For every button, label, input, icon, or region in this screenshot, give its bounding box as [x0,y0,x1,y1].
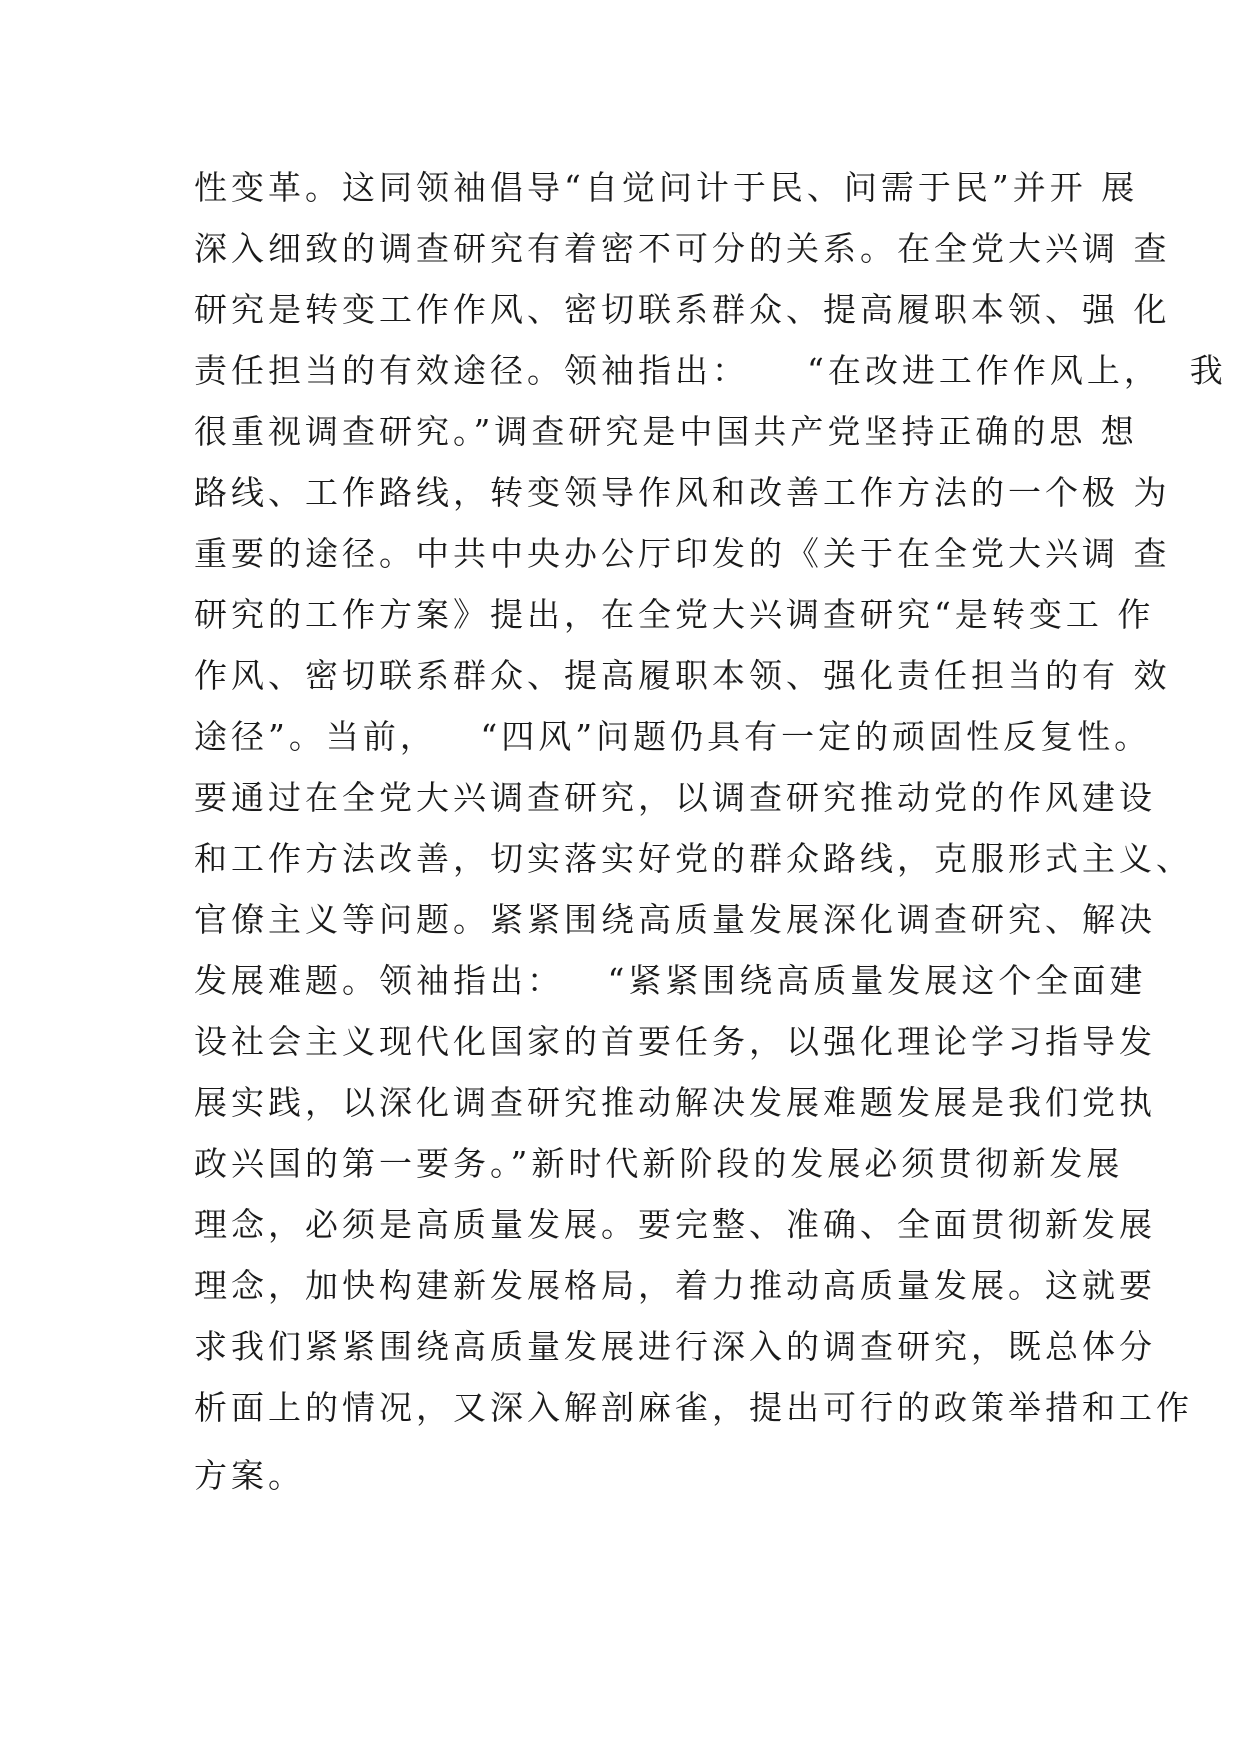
text-line: 很重视调查研究。”调查研究是中国共产党坚持正确的思 想 [194,412,1138,451]
text-line: 设社会主义现代化国家的首要任务，以强化理论学习指导发 [194,1022,1156,1061]
text-line: 理念，加快构建新发展格局，着力推动高质量发展。这就要 [194,1266,1156,1305]
text-line: 理念，必须是高质量发展。要完整、准确、全面贯彻新发展 [194,1205,1156,1244]
text-line: 重要的途径。中共中央办公厅印发的《关于在全党大兴调 查 [194,534,1171,573]
text-line: 和工作方法改善，切实落实好党的群众路线，克服形式主义、 [194,839,1193,878]
text-line: 求我们紧紧围绕高质量发展进行深入的调查研究，既总体分 [194,1327,1156,1366]
text-line: 路线、工作路线，转变领导作风和改善工作方法的一个极 为 [194,473,1171,512]
text-line: 展实践，以深化调查研究推动解决发展难题发展是我们党执 [194,1083,1156,1122]
text-line: 作风、密切联系群众、提高履职本领、强化责任担当的有 效 [194,656,1171,695]
text-line: 研究的工作方案》提出，在全党大兴调查研究“是转变工 作 [194,595,1155,634]
text-line: 方案。 [194,1456,305,1495]
text-line: 深入细致的调查研究有着密不可分的关系。在全党大兴调 查 [194,229,1171,268]
text-line: 途径”。当前， “四风”问题仍具有一定的顽固性反复性。 [194,717,1152,756]
text-line: 要通过在全党大兴调查研究，以调查研究推动党的作风建设 [194,778,1156,817]
text-line: 研究是转变工作作风、密切联系群众、提高履职本领、强 化 [194,290,1171,329]
text-line: 政兴国的第一要务。”新时代新阶段的发展必须贯彻新发展 [194,1144,1124,1183]
text-line: 官僚主义等问题。紧紧围绕高质量发展深化调查研究、解决 [194,900,1156,939]
text-line: 发展难题。领袖指出： “紧紧围绕高质量发展这个全面建 [194,961,1147,1000]
text-line: 责任担当的有效途径。领袖指出： “在改进工作作风上， 我 [194,351,1227,390]
text-line: 性变革。这同领袖倡导“自觉问计于民、问需于民”并开 展 [194,168,1139,207]
text-line: 析面上的情况，又深入解剖麻雀，提出可行的政策举措和工作 [194,1388,1193,1427]
